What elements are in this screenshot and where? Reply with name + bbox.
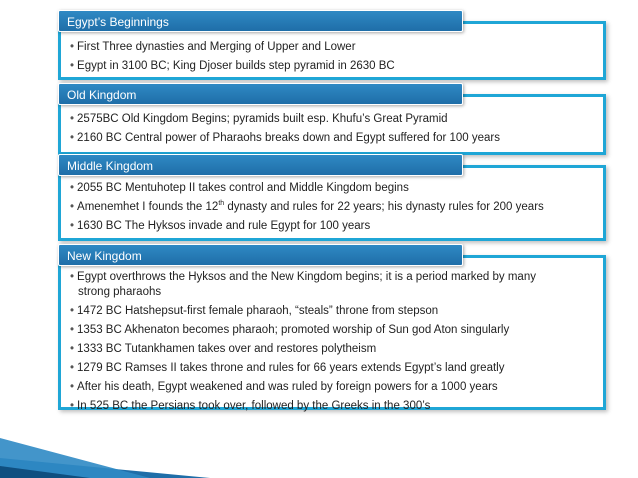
- section-title: New Kingdom: [58, 244, 463, 266]
- list-item: • Egypt in 3100 BC; King Djoser builds step pyramid in 2630 BC: [70, 60, 395, 72]
- list-item: • 2055 BC Mentuhotep II takes control and Middle Kingdom begins: [70, 182, 409, 194]
- list-item: • 1630 BC The Hyksos invade and rule Egypt for 100 years: [70, 220, 371, 232]
- list-item: • 1333 BC Tutankhamen takes over and restores polytheism: [70, 343, 377, 355]
- section-title: Old Kingdom: [58, 83, 463, 105]
- list-item: • 2160 BC Central power of Pharaohs breaks down and Egypt suffered for 100 years: [70, 132, 501, 144]
- list-item: • 1472 BC Hatshepsut-first female pharaoh, “steals” throne from stepson: [70, 305, 439, 317]
- section-title: Egypt’s Beginnings: [58, 10, 463, 32]
- list-item: • 1353 BC Akhenaton becomes pharaoh; promoted worship of Sun god Aton singularly: [70, 324, 510, 336]
- list-item: • In 525 BC the Persians took over, followed by the Greeks in the 300’s: [70, 400, 431, 412]
- list-item: • Amenemhet I founds the 12th dynasty and rules for 22 years; his dynasty rules for 200 years: [70, 200, 544, 213]
- section-old-kingdom: [58, 83, 606, 155]
- list-item: • After his death, Egypt weakened and was ruled by foreign powers for a 1000 years: [70, 381, 498, 393]
- list-item: • 2575BC Old Kingdom Begins; pyramids built esp. Khufu’s Great Pyramid: [70, 113, 448, 125]
- section-middle-kingdom: [58, 154, 606, 241]
- list-item: • 1279 BC Ramses II takes throne and rules for 66 years extends Egypt’s land greatly: [70, 362, 505, 374]
- section-new-kingdom: [58, 244, 606, 410]
- list-item: • Egypt overthrows the Hyksos and the New Kingdom begins; it is a period marked by many strong pharaohs: [70, 271, 536, 298]
- section-title: Middle Kingdom: [58, 154, 463, 176]
- list-item: • First Three dynasties and Merging of Upper and Lower: [70, 41, 356, 53]
- section-egypts-beginnings: [58, 10, 606, 80]
